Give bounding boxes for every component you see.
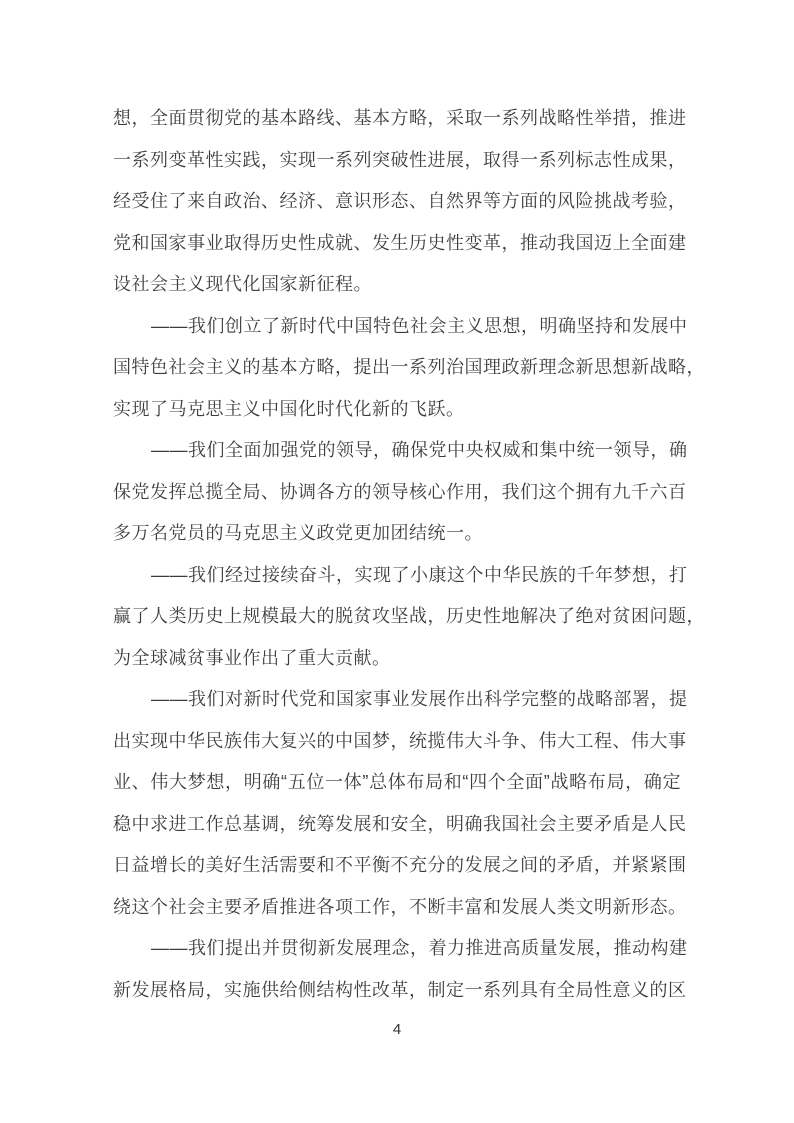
text-line: 为全球减贫事业作出了重大贡献。 bbox=[113, 647, 391, 668]
text-line: ——我们全面加强党的领导，确保党中央权威和集中统一领导，确 bbox=[151, 440, 688, 460]
text-line: 稳中求进工作总基调，统筹发展和安全，明确我国社会主要矛盾是人民 bbox=[113, 813, 687, 834]
text-line: 出实现中华民族伟大复兴的中国梦，统揽伟大斗争、伟大工程、伟大事 bbox=[113, 730, 687, 751]
text-line: 日益增长的美好生活需要和不平衡不充分的发展之间的矛盾，并紧紧围 bbox=[113, 855, 687, 875]
text-line: 设社会主义现代化国家新征程。 bbox=[113, 274, 372, 294]
text-line: ——我们对新时代党和国家事业发展作出科学完整的战略部署，提 bbox=[151, 689, 688, 709]
text-line: 绕这个社会主要矛盾推进各项工作，不断丰富和发展人类文明新形态。 bbox=[113, 896, 687, 917]
text-line: 业、伟大梦想，明确“五位一体”总体布局和“四个全面”战略布局，确定 bbox=[113, 772, 681, 792]
text-line: 保党发挥总揽全局、协调各方的领导核心作用，我们这个拥有九千六百 bbox=[113, 481, 687, 502]
text-line: 国特色社会主义的基本方略，提出一系列治国理政新理念新思想新战略， bbox=[113, 357, 705, 377]
text-line: ——我们经过接续奋斗，实现了小康这个中华民族的千年梦想，打 bbox=[151, 564, 688, 585]
text-line: 党和国家事业取得历史性成就、发生历史性变革，推动我国迈上全面建 bbox=[113, 232, 687, 253]
text-line: 经受住了来自政治、经济、意识形态、自然界等方面的风险挑战考验， bbox=[113, 191, 687, 211]
text-line: 实现了马克思主义中国化时代化新的飞跃。 bbox=[113, 398, 465, 419]
page-number: 4 bbox=[392, 1021, 402, 1038]
text-line: 赢了人类历史上规模最大的脱贫攻坚战，历史性地解决了绝对贫困问题， bbox=[113, 606, 705, 626]
text-line: 想，全面贯彻党的基本路线、基本方略，采取一系列战略性举措，推进 bbox=[113, 108, 687, 128]
text-line: ——我们创立了新时代中国特色社会主义思想，明确坚持和发展中 bbox=[151, 315, 688, 336]
text-line: 新发展格局，实施供给侧结构性改革，制定一系列具有全局性意义的区 bbox=[113, 979, 687, 1000]
document-text-block bbox=[113, 98, 705, 1011]
text-line: 多万名党员的马克思主义政党更加团结统一。 bbox=[113, 523, 483, 543]
text-line: 一系列变革性实践，实现一系列突破性进展，取得一系列标志性成果， bbox=[113, 149, 687, 170]
text-line: ——我们提出并贯彻新发展理念，着力推进高质量发展，推动构建 bbox=[151, 938, 688, 958]
